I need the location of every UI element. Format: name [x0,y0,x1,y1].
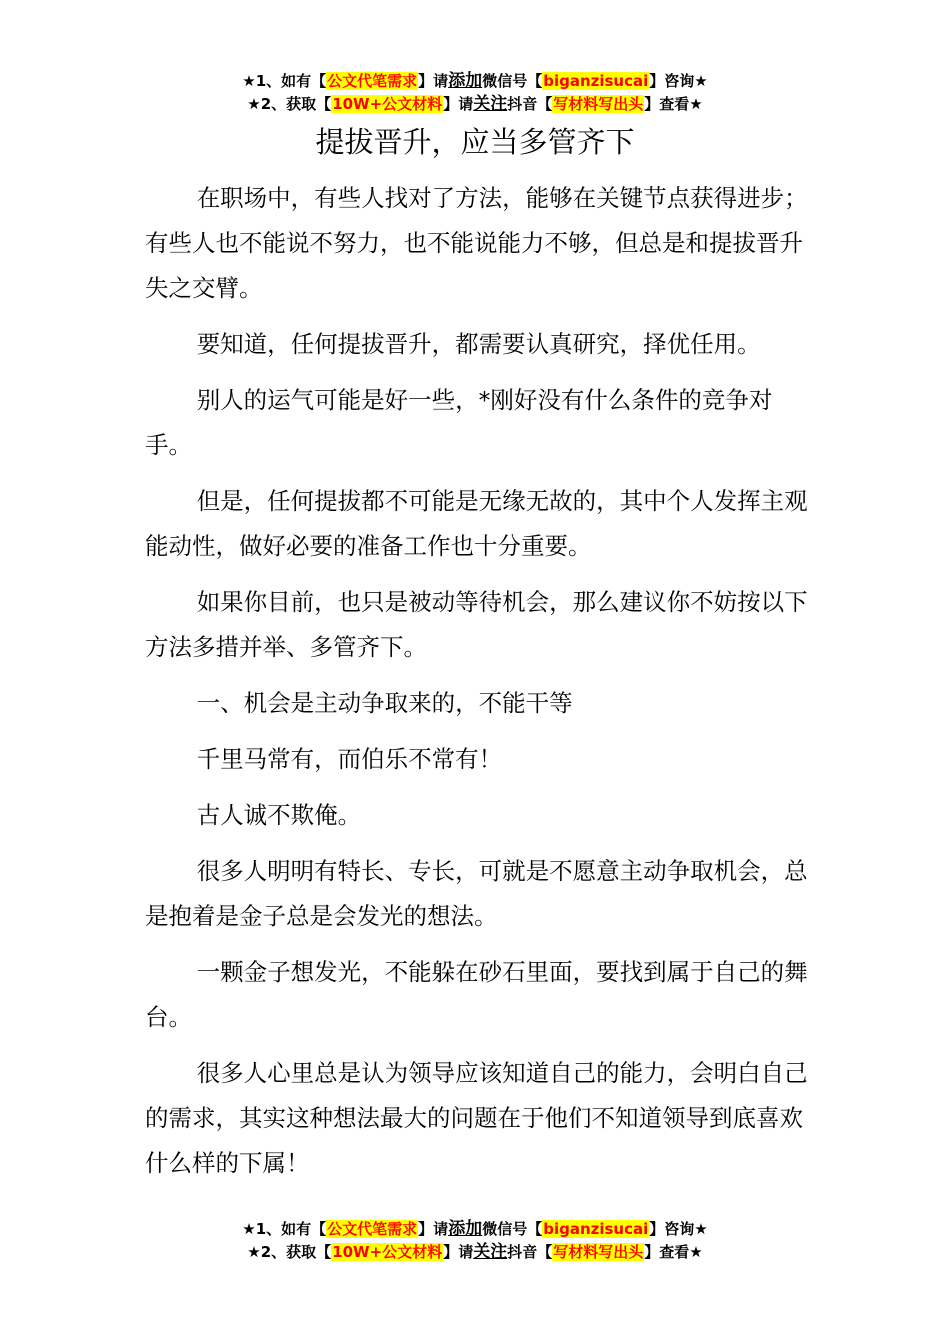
promo-text: ★2、获取【 [247,1243,332,1261]
promo-line-2 [0,1241,950,1264]
paragraph: 如果你目前，也只是被动等待机会，那么建议你不妨按以下方法多措并举、多管齐下。 [145,588,808,661]
promo-text: 】查看★ [644,1243,703,1261]
promo-highlight: 公文代笔需求 [327,72,418,90]
promo-text: 】请 [418,72,449,90]
promo-text: 抖音【 [507,1243,553,1261]
promo-text: 微信号【 [482,72,543,90]
promo-highlight: 10W+公文材料 [332,1243,443,1261]
paragraph: 很多人心里总是认为领导应该知道自己的能力，会明白自己的需求，其实这种想法最大的问题在于他们不知道领导到底喜欢什么样的下属！ [145,1059,808,1177]
document-body [145,176,809,1197]
paragraph: 千里马常有，而伯乐不常有！ [196,745,503,773]
promo-wechat-id: biganzisucai [543,72,649,90]
promo-text: 抖音【 [507,95,553,113]
promo-text: 】请 [443,95,474,113]
promo-line-1 [0,70,950,93]
paragraph: 要知道，任何提拔晋升，都需要认真研究，择优任用。 [196,330,761,358]
promo-text: 】查看★ [644,95,703,113]
section-heading: 一、机会是主动争取来的，不能干等 [196,689,573,717]
promo-text: 】请 [418,1220,449,1238]
promo-line-2 [0,93,950,116]
paragraph: 别人的运气可能是好一些，*刚好没有什么条件的竞争对手。 [145,386,773,459]
promo-text: ★2、获取【 [247,95,332,113]
promo-text: 】咨询★ [649,1220,708,1238]
promo-douyin-id: 写材料写出头 [553,95,644,113]
paragraph: 一颗金子想发光，不能躲在砂石里面，要找到属于自己的舞台。 [145,958,808,1031]
promo-header [0,70,950,116]
promo-underline: 关注 [473,94,508,114]
promo-text: ★1、如有【 [242,1220,327,1238]
promo-underline: 添加 [448,1219,483,1239]
promo-footer [0,1218,950,1264]
promo-text: 】咨询★ [649,72,708,90]
promo-douyin-id: 写材料写出头 [553,1243,644,1261]
paragraph: 但是，任何提拔都不可能是无缘无故的，其中个人发挥主观能动性，做好必要的准备工作也十分重要。 [145,487,808,560]
paragraph: 在职场中，有些人找对了方法，能够在关键节点获得进步；有些人也不能说不努力，也不能说能力不够，但总是和提拔晋升失之交臂。 [145,184,808,302]
promo-underline: 添加 [448,71,483,91]
promo-text: 】请 [443,1243,474,1261]
promo-text: 微信号【 [482,1220,543,1238]
promo-line-1 [0,1218,950,1241]
promo-text: ★1、如有【 [242,72,327,90]
promo-wechat-id: biganzisucai [543,1220,649,1238]
paragraph: 很多人明明有特长、专长，可就是不愿意主动争取机会，总是抱着是金子总是会发光的想法。 [145,857,808,930]
promo-highlight: 10W+公文材料 [332,95,443,113]
promo-underline: 关注 [473,1242,508,1262]
paragraph: 古人诚不欺俺。 [196,801,362,829]
promo-highlight: 公文代笔需求 [327,1220,418,1238]
document-title: 提拔晋升，应当多管齐下 [315,125,635,159]
